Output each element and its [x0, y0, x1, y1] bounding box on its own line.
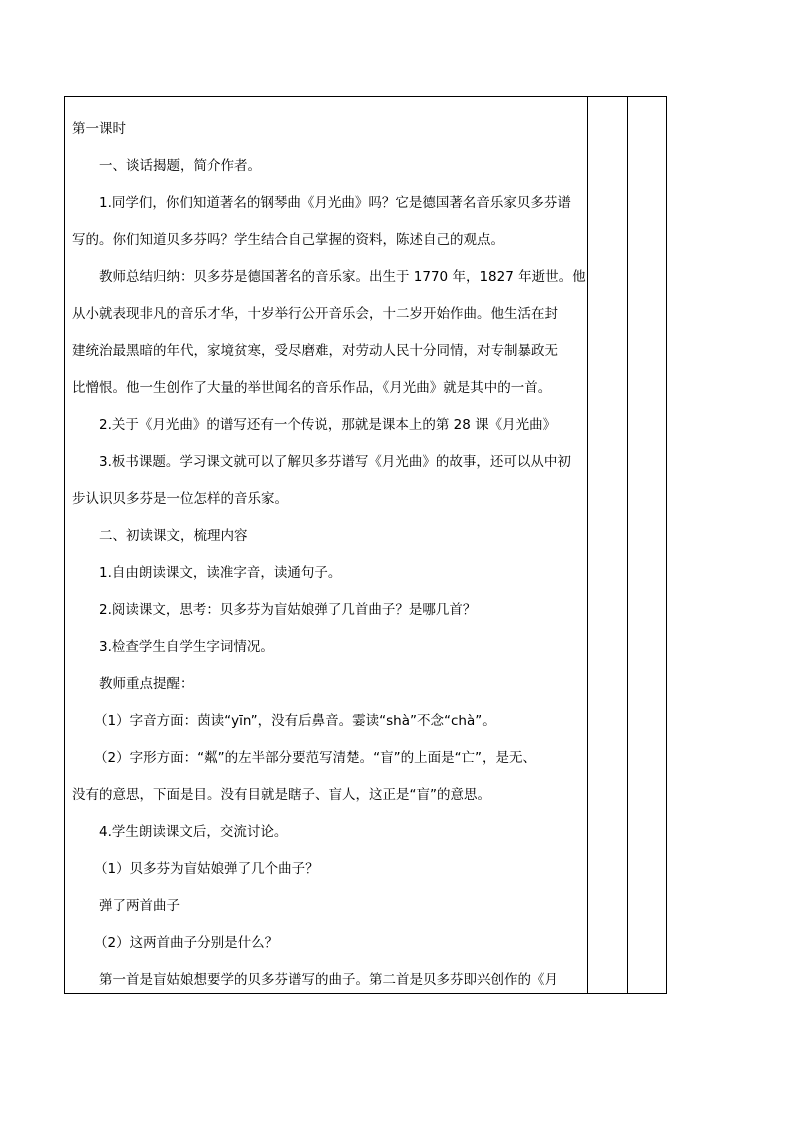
side-cell-2	[628, 97, 666, 993]
lesson-content	[72, 111, 586, 999]
lesson-heading: 第一课时	[72, 121, 126, 137]
paragraph-line: 教师总结归纳：贝多芬是德国著名的音乐家。出生于 1770 年，1827 年逝世。他	[99, 269, 586, 285]
paragraph-line: 从小就表现非凡的音乐才华，十岁举行公开音乐会，十二岁开始作曲。他生活在封	[72, 306, 558, 322]
paragraph-line: 3.板书课题。学习课文就可以了解贝多芬谱写《月光曲》的故事，还可以从中初	[99, 454, 571, 470]
paragraph-line: 3.检查学生自学生字词情况。	[99, 639, 274, 655]
paragraph-line: 2.关于《月光曲》的谱写还有一个传说，那就是课本上的第 28 课《月光曲》	[99, 417, 557, 433]
paragraph-line: （1）字音方面：茵读“yīn”，没有后鼻音。霎读“shà”不念“chà”。	[94, 713, 496, 729]
paragraph-line: 写的。你们知道贝多芬吗？学生结合自己掌握的资料，陈述自己的观点。	[72, 232, 504, 248]
paragraph-line: 1.自由朗读课文，读准字音，读通句子。	[99, 565, 342, 581]
paragraph-line: 弹了两首曲子	[99, 898, 180, 914]
paragraph-line: （2）这两首曲子分别是什么？	[94, 935, 279, 951]
paragraph-line: （2）字形方面：“粼”的左半部分要范写清楚。“盲”的上面是“亡”，是无、	[94, 750, 537, 766]
paragraph-line: 比憎恨。他一生创作了大量的举世闻名的音乐作品，《月光曲》就是其中的一首。	[72, 380, 552, 396]
section-heading: 二、初读课文，梳理内容	[99, 528, 248, 544]
paragraph-line: 没有的意思，下面是目。没有目就是瞎子、盲人，这正是“盲”的意思。	[72, 787, 491, 803]
paragraph-line: 1.同学们，你们知道著名的钢琴曲《月光曲》吗？它是德国著名音乐家贝多芬谱	[99, 195, 571, 211]
paragraph-line: 第一首是盲姑娘想要学的贝多芬谱写的曲子。第二首是贝多芬即兴创作的《月	[99, 972, 558, 988]
paragraph-line: 4.学生朗读课文后，交流讨论。	[99, 824, 288, 840]
paragraph-line: （1）贝多芬为盲姑娘弹了几个曲子？	[94, 861, 319, 877]
paragraph-line: 2.阅读课文，思考：贝多芬为盲姑娘弹了几首曲子？是哪几首？	[99, 602, 477, 618]
paragraph-line: 建统治最黑暗的年代，家境贫寒，受尽磨难，对劳动人民十分同情，对专制暴政无	[72, 343, 558, 359]
main-content-cell	[65, 97, 588, 993]
side-cell-1	[588, 97, 628, 993]
paragraph-line: 教师重点提醒：	[99, 676, 194, 692]
paragraph-line: 步认识贝多芬是一位怎样的音乐家。	[72, 491, 288, 507]
section-heading: 一、谈话揭题，简介作者。	[99, 158, 261, 174]
lesson-table	[64, 96, 667, 994]
